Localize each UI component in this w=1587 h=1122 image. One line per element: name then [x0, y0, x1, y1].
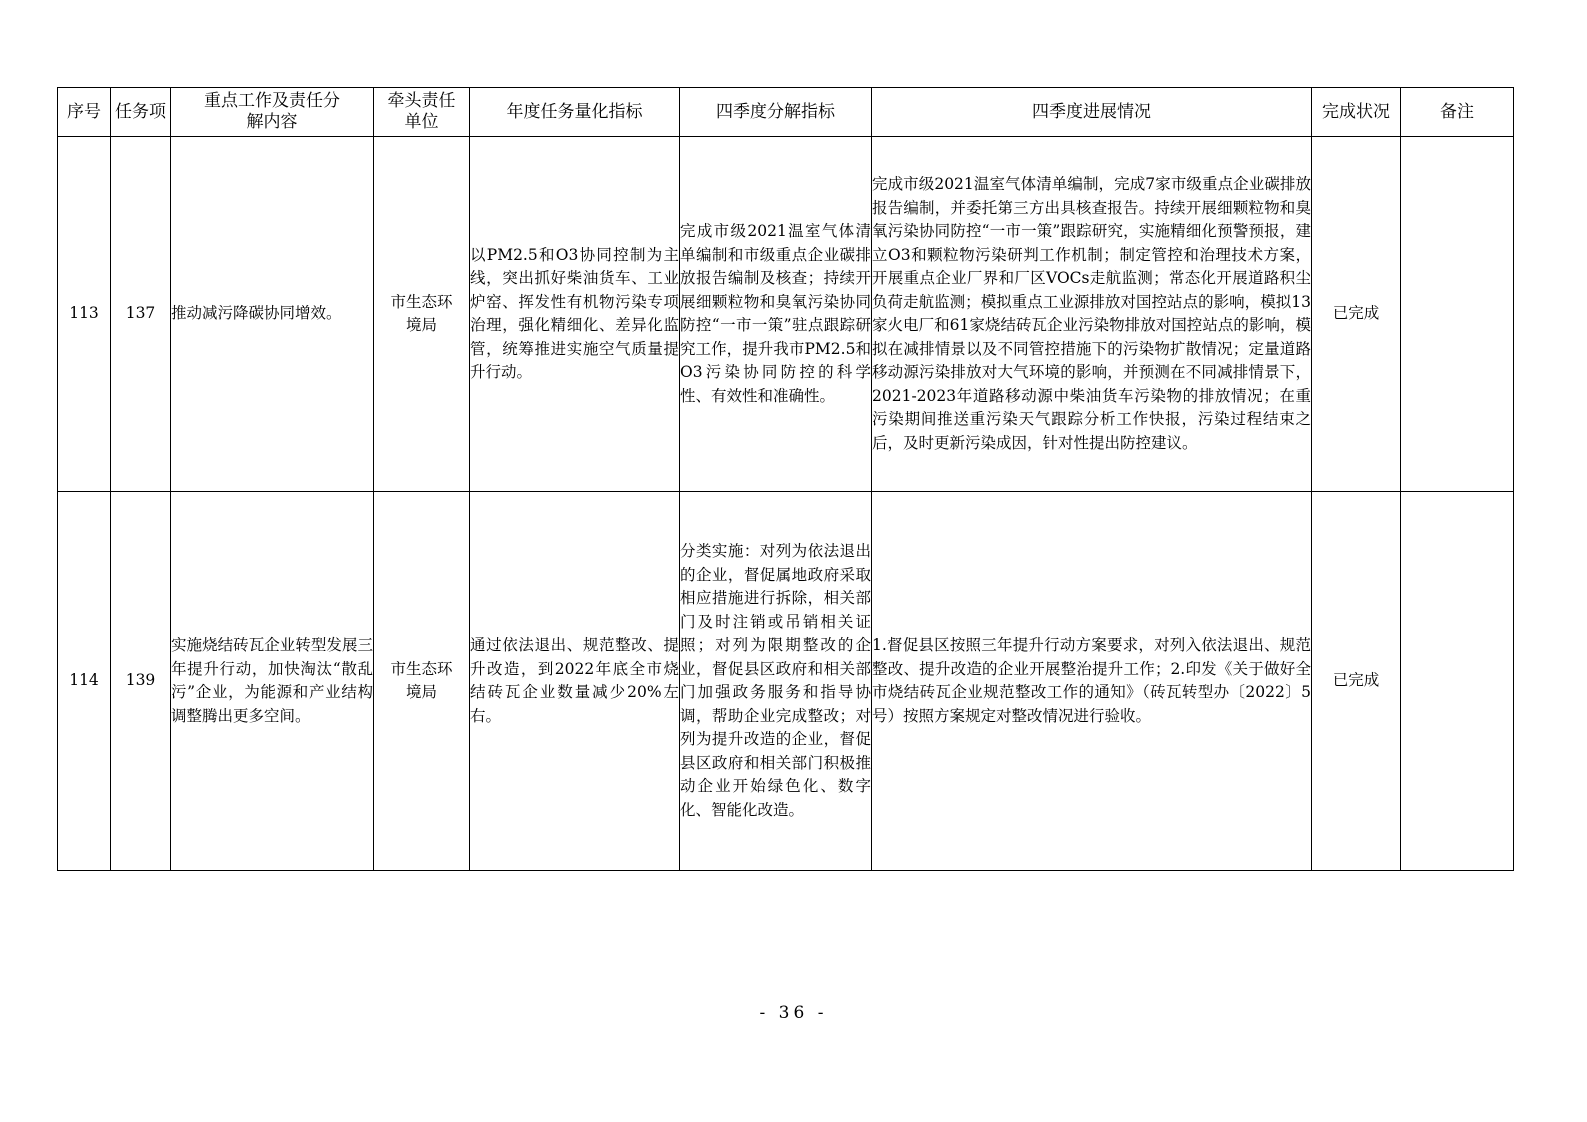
header-status: 完成状况	[1312, 88, 1401, 137]
header-note: 备注	[1401, 88, 1514, 137]
cell-dept: 市生态环境局	[374, 492, 470, 871]
header-annual: 年度任务量化指标	[470, 88, 680, 137]
table-row	[58, 492, 1514, 871]
cell-annual	[470, 137, 680, 492]
cell-q4-target-text: 分类实施：对列为依法退出的企业，督促属地政府采取相应措施进行拆除，相关部门及时注销或吊销相关证照；对列为限期整改的企业，督促县区政府和相关部门加强政务服务和指导协调，帮助企业完成整改；对列为提升改造的企业，督促县区政府和相关部门积极推动企业开始绿色化、数字化、智能化改造。	[680, 542, 871, 819]
cell-annual-text: 通过依法退出、规范整改、提升改造，到2022年底全市烧结砖瓦企业数量减少20%左右。	[470, 636, 679, 725]
cell-content-text: 推动减污降碳协同增效。	[171, 304, 342, 323]
cell-q4-progress	[872, 137, 1312, 492]
cell-content	[171, 492, 374, 871]
cell-content	[171, 137, 374, 492]
cell-annual	[470, 492, 680, 871]
cell-q4-progress	[872, 492, 1312, 871]
cell-status: 已完成	[1312, 492, 1401, 871]
cell-status: 已完成	[1312, 137, 1401, 492]
header-index: 序号	[58, 88, 111, 137]
cell-q4-target	[680, 137, 872, 492]
cell-index: 113	[58, 137, 111, 492]
header-task: 任务项	[111, 88, 171, 137]
report-table	[57, 87, 1514, 871]
cell-q4-progress-text: 完成市级2021温室气体清单编制，完成7家市级重点企业碳排放报告编制，并委托第三方出具核查报告。持续开展细颗粒物和臭氧污染协同防控“一市一策”跟踪研究，实施精细化预警预报，建立O3和颗粒物污染研判工作机制；制定管控和治理技术方案，开展重点企业厂界和厂区VOCs走航监测；常态化开展道路积尘负荷走航监测；模拟重点工业源排放对国控站点的影响，模拟13家火电厂和61家烧结砖瓦企业污染物排放对国控站点的影响，模拟在减排情景以及不同管控措施下的污染物扩散情况；定量道路移动源污染排放对大气环境的影响，并预测在不同减排情景下，2021-2023年道路移动源中柴油货车污染物的排放情况；在重污染期间推送重污染天气跟踪分析工作快报，污染过程结束之后，及时更新污染成因，针对性提出防控建议。	[872, 175, 1311, 452]
header-dept: 牵头责任单位	[374, 88, 470, 137]
table-row	[58, 137, 1514, 492]
cell-index: 114	[58, 492, 111, 871]
cell-task: 139	[111, 492, 171, 871]
cell-q4-target	[680, 492, 872, 871]
cell-content-text: 实施烧结砖瓦企业转型发展三年提升行动，加快淘汰“散乱污”企业，为能源和产业结构调整腾出更多空间。	[171, 636, 373, 725]
cell-note	[1401, 137, 1514, 492]
table-header-row	[58, 88, 1514, 137]
cell-q4-target-text: 完成市级2021温室气体清单编制和市级重点企业碳排放报告编制及核查；持续开展细颗粒物和臭氧污染协同防控“一市一策”驻点跟踪研究工作，提升我市PM2.5和O3污染协同防控的科学性、有效性和准确性。	[680, 222, 871, 405]
cell-annual-text: 以PM2.5和O3协同控制为主线，突出抓好柴油货车、工业炉窑、挥发性有机物污染专项治理，强化精细化、差异化监管，统筹推进实施空气质量提升行动。	[470, 245, 679, 381]
page-number: - 36 -	[759, 1003, 828, 1023]
cell-task: 137	[111, 137, 171, 492]
cell-dept: 市生态环境局	[374, 137, 470, 492]
cell-q4-progress-text: 1.督促县区按照三年提升行动方案要求，对列入依法退出、规范整改、提升改造的企业开展整治提升工作；2.印发《关于做好全市烧结砖瓦企业规范整改工作的通知》（砖瓦转型办〔2022〕5号）按照方案规定对整改情况进行验收。	[872, 636, 1311, 725]
header-q4-progress: 四季度进展情况	[872, 88, 1312, 137]
cell-note	[1401, 492, 1514, 871]
header-q4-target: 四季度分解指标	[680, 88, 872, 137]
header-content: 重点工作及责任分解内容	[171, 88, 374, 137]
